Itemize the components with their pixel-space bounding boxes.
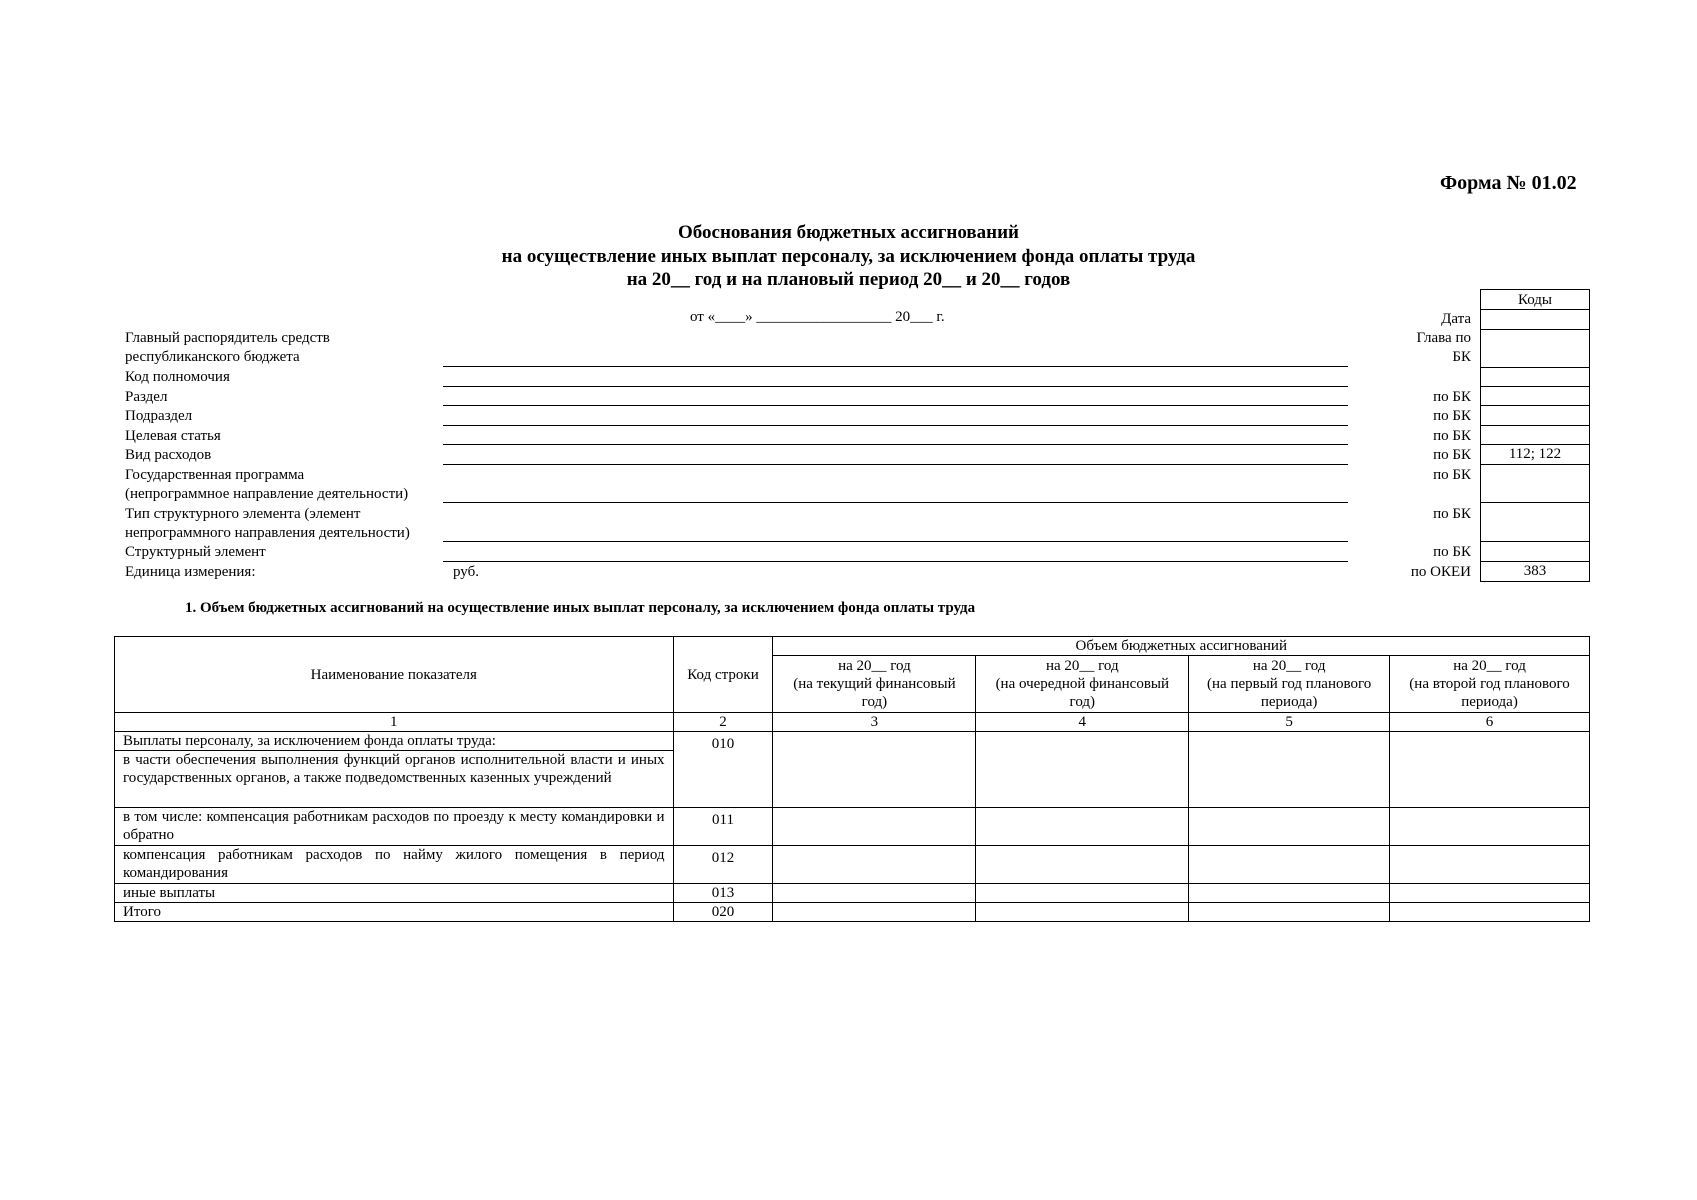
codes-label-glava-1: Глава по (1416, 330, 1471, 346)
row-code: 011 (673, 808, 773, 846)
row-code: 020 (673, 903, 773, 922)
codes-label-subsection: по БК (1433, 408, 1471, 424)
field-label-subsection: Подраздел (125, 408, 193, 424)
value-cell[interactable] (1189, 903, 1390, 922)
code-cell-target[interactable] (1480, 425, 1590, 445)
code-cell-date[interactable] (1480, 309, 1590, 330)
code-cell-section[interactable] (1480, 386, 1590, 406)
column-number: 4 (976, 713, 1189, 732)
field-label-structural-type-1: Тип структурного элемента (элемент (125, 506, 361, 522)
table-row (115, 846, 1590, 884)
codes-label-structural-element: по БК (1433, 544, 1471, 560)
code-cell-glava[interactable] (1480, 329, 1590, 368)
codes-label-okei: по ОКЕИ (1410, 564, 1471, 580)
table-row (115, 732, 1590, 751)
field-label-section: Раздел (125, 389, 168, 405)
code-cell-subsection[interactable] (1480, 405, 1590, 426)
row-name: иные выплаты (115, 884, 674, 903)
value-cell[interactable] (976, 903, 1189, 922)
field-label-structural-type-2: непрограммного направления деятельности) (125, 525, 410, 541)
column-number: 2 (673, 713, 773, 732)
column-numbers-row (115, 713, 1590, 732)
header-indicator-name: Наименование показателя (115, 637, 674, 713)
header-row-code: Код строки (673, 637, 773, 713)
header-year-next: на 20__ год (на очередной финансовый год) (976, 656, 1189, 713)
value-cell[interactable] (976, 808, 1189, 846)
field-label-state-program-2: (непрограммное направление деятельности) (125, 486, 409, 502)
field-label-authority-code: Код полномочия (125, 369, 230, 385)
field-label-structural-element: Структурный элемент (125, 544, 266, 560)
value-cell[interactable] (773, 846, 976, 884)
value-cell[interactable] (1390, 846, 1590, 884)
appropriations-table (114, 636, 1590, 922)
row-name: компенсация работникам расходов по найму жилого помещения в период командирования (115, 846, 674, 884)
field-line-target-item[interactable] (443, 444, 1348, 445)
value-cell[interactable] (1390, 732, 1590, 808)
code-cell-okei[interactable]: 383 (1480, 561, 1590, 582)
field-label-chief-manager-2: республиканского бюджета (125, 349, 300, 365)
code-cell-structural-element[interactable] (1480, 541, 1590, 562)
value-cell[interactable] (1390, 884, 1590, 903)
row-name: в части обеспечения выполнения функций органов исполнительной власти и иных государственных органов, а также подведомственных казенных учреждений (115, 751, 674, 808)
value-cell[interactable] (773, 884, 976, 903)
value-cell[interactable] (1189, 732, 1390, 808)
value-cell[interactable] (773, 732, 976, 808)
field-value-unit: руб. (453, 564, 479, 580)
document-title-line-1: Обоснования бюджетных ассигнований (677, 222, 1019, 243)
value-cell[interactable] (773, 903, 976, 922)
row-name: Итого (115, 903, 674, 922)
header-year-plan-1: на 20__ год (на первый год планового периода) (1189, 656, 1390, 713)
codes-label-expense: по БК (1433, 447, 1471, 463)
section-1-title: 1. Объем бюджетных ассигнований на осуществление иных выплат персоналу, за исключением фонда оплаты труда (185, 600, 976, 616)
field-label-state-program-1: Государственная программа (125, 467, 305, 483)
value-cell[interactable] (976, 846, 1189, 884)
row-code: 010 (673, 732, 773, 808)
document-title-line-2: на осуществление иных выплат персоналу, за исключением фонда оплаты труда (501, 246, 1196, 267)
header-year-plan-2: на 20__ год (на второй год планового периода) (1390, 656, 1590, 713)
value-cell[interactable] (976, 884, 1189, 903)
codes-label-date: Дата (1441, 311, 1471, 327)
field-line-authority-code[interactable] (443, 386, 1348, 387)
code-cell-authority[interactable] (1480, 367, 1590, 387)
value-cell[interactable] (773, 808, 976, 846)
document-title-line-3: на 20__ год и на плановый период 20__ и 20__ годов (626, 269, 1071, 290)
codes-label-section: по БК (1433, 389, 1471, 405)
field-line-chief-manager[interactable] (443, 366, 1348, 367)
field-line-subsection[interactable] (443, 425, 1348, 426)
table-row (115, 808, 1590, 846)
row-code: 012 (673, 846, 773, 884)
field-line-state-program[interactable] (443, 502, 1348, 503)
column-number: 6 (1390, 713, 1590, 732)
codes-label-program: по БК (1433, 467, 1471, 483)
codes-header: Коды (1480, 289, 1590, 310)
code-cell-program[interactable] (1480, 464, 1590, 503)
field-line-structural-type[interactable] (443, 541, 1348, 542)
field-line-structural-element[interactable] (443, 561, 1348, 562)
table-row (115, 884, 1590, 903)
codes-label-glava-2: БК (1452, 349, 1471, 365)
column-number: 1 (115, 713, 674, 732)
code-cell-expense-type[interactable]: 112; 122 (1480, 444, 1590, 465)
column-number: 3 (773, 713, 976, 732)
value-cell[interactable] (1390, 808, 1590, 846)
field-label-chief-manager-1: Главный распорядитель средств (125, 330, 330, 346)
form-number: Форма № 01.02 (1440, 172, 1577, 194)
header-appropriations-volume: Объем бюджетных ассигнований (773, 637, 1590, 656)
field-line-expense-type[interactable] (443, 464, 1348, 465)
table-row-total (115, 903, 1590, 922)
field-line-section[interactable] (443, 405, 1348, 406)
row-name: в том числе: компенсация работникам расходов по проезду к месту командировки и обратно (115, 808, 674, 846)
code-cell-structural-type[interactable] (1480, 502, 1590, 542)
row-code: 013 (673, 884, 773, 903)
header-year-current: на 20__ год (на текущий финансовый год) (773, 656, 976, 713)
value-cell[interactable] (1189, 884, 1390, 903)
date-line: от «____» __________________ 20___ г. (690, 309, 945, 325)
row-name: Выплаты персоналу, за исключением фонда оплаты труда: (115, 732, 674, 751)
codes-label-target: по БК (1433, 428, 1471, 444)
value-cell[interactable] (1189, 808, 1390, 846)
field-label-unit: Единица измерения: (125, 564, 256, 580)
codes-label-structural-type: по БК (1433, 506, 1471, 522)
field-label-target-item: Целевая статья (125, 428, 221, 444)
value-cell[interactable] (1189, 846, 1390, 884)
field-label-expense-type: Вид расходов (125, 447, 212, 463)
value-cell[interactable] (1390, 903, 1590, 922)
column-number: 5 (1189, 713, 1390, 732)
value-cell[interactable] (976, 732, 1189, 808)
